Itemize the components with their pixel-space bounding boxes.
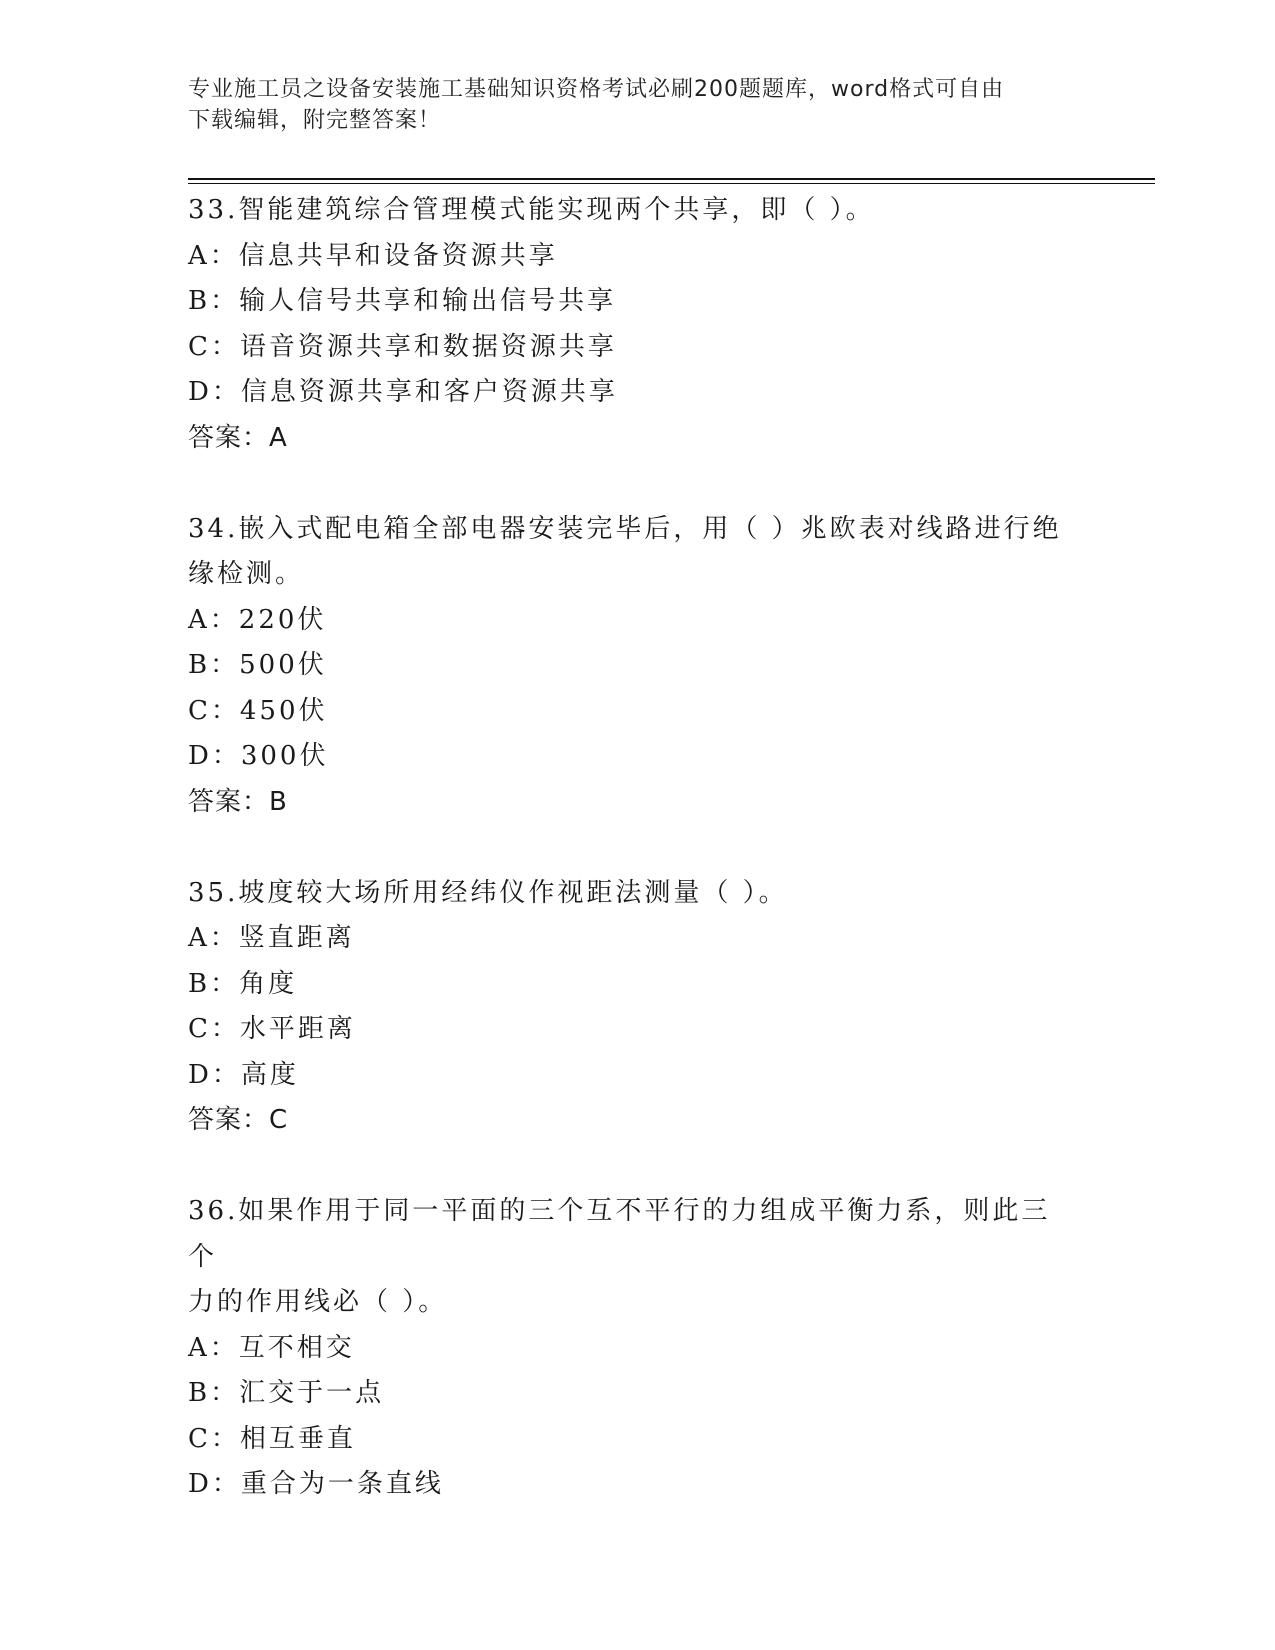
header-divider-thick: [188, 178, 1155, 180]
option-a: A：220伏: [188, 604, 327, 635]
option-c: C：相互垂直: [188, 1423, 356, 1454]
question-stem: 36.如果作用于同一平面的三个互不平行的力组成平衡力系，则此三个: [188, 1196, 1051, 1272]
option-b: B：角度: [188, 968, 298, 999]
answer-line: 答案：B: [188, 786, 288, 817]
question-stem-continued: 力的作用线必（ ）。: [188, 1287, 448, 1317]
option-c: C：水平距离: [188, 1014, 356, 1044]
option-d: D：重合为一条直线: [188, 1469, 444, 1499]
question-34: [188, 507, 1068, 826]
question-stem: 35.坡度较大场所用经纬仪作视距法测量（ ）。: [188, 877, 788, 908]
question-33: [188, 188, 1068, 461]
document-header: [188, 74, 1088, 136]
question-list: [188, 188, 1068, 1508]
option-d: D：300伏: [188, 741, 329, 771]
answer-line: 答案：C: [188, 1105, 289, 1135]
question-spacer: [188, 461, 1068, 507]
question-stem: 33.智能建筑综合管理模式能实现两个共享，即（ ）。: [188, 195, 875, 225]
option-a: A：互不相交: [188, 1332, 355, 1363]
question-spacer: [188, 1144, 1068, 1190]
question-stem: 34.嵌入式配电箱全部电器安装完毕后，用（ ）兆欧表对线路进行绝: [188, 513, 1062, 544]
option-b: B：500伏: [188, 650, 327, 680]
option-a: A：信息共早和设备资源共享: [188, 240, 558, 271]
option-c: C：450伏: [188, 695, 328, 726]
option-c: C：语音资源共享和数据资源共享: [188, 331, 617, 362]
option-a: A：竖直距离: [188, 923, 355, 953]
answer-line: 答案：A: [188, 422, 288, 453]
question-36: [188, 1189, 1068, 1508]
option-d: D：高度: [188, 1059, 299, 1090]
option-b: B：输人信号共享和输出信号共享: [188, 286, 617, 316]
question-stem-continued: 缘检测。: [188, 559, 305, 589]
header-line-1: 专业施工员之设备安装施工基础知识资格考试必刷200题题库，word格式可自由: [188, 77, 1005, 102]
question-spacer: [188, 825, 1068, 871]
header-divider-thin: [188, 183, 1155, 184]
option-b: B：汇交于一点: [188, 1378, 385, 1408]
option-d: D：信息资源共享和客户资源共享: [188, 377, 618, 407]
header-line-2: 下载编辑，附完整答案！: [188, 108, 442, 133]
question-35: [188, 871, 1068, 1144]
